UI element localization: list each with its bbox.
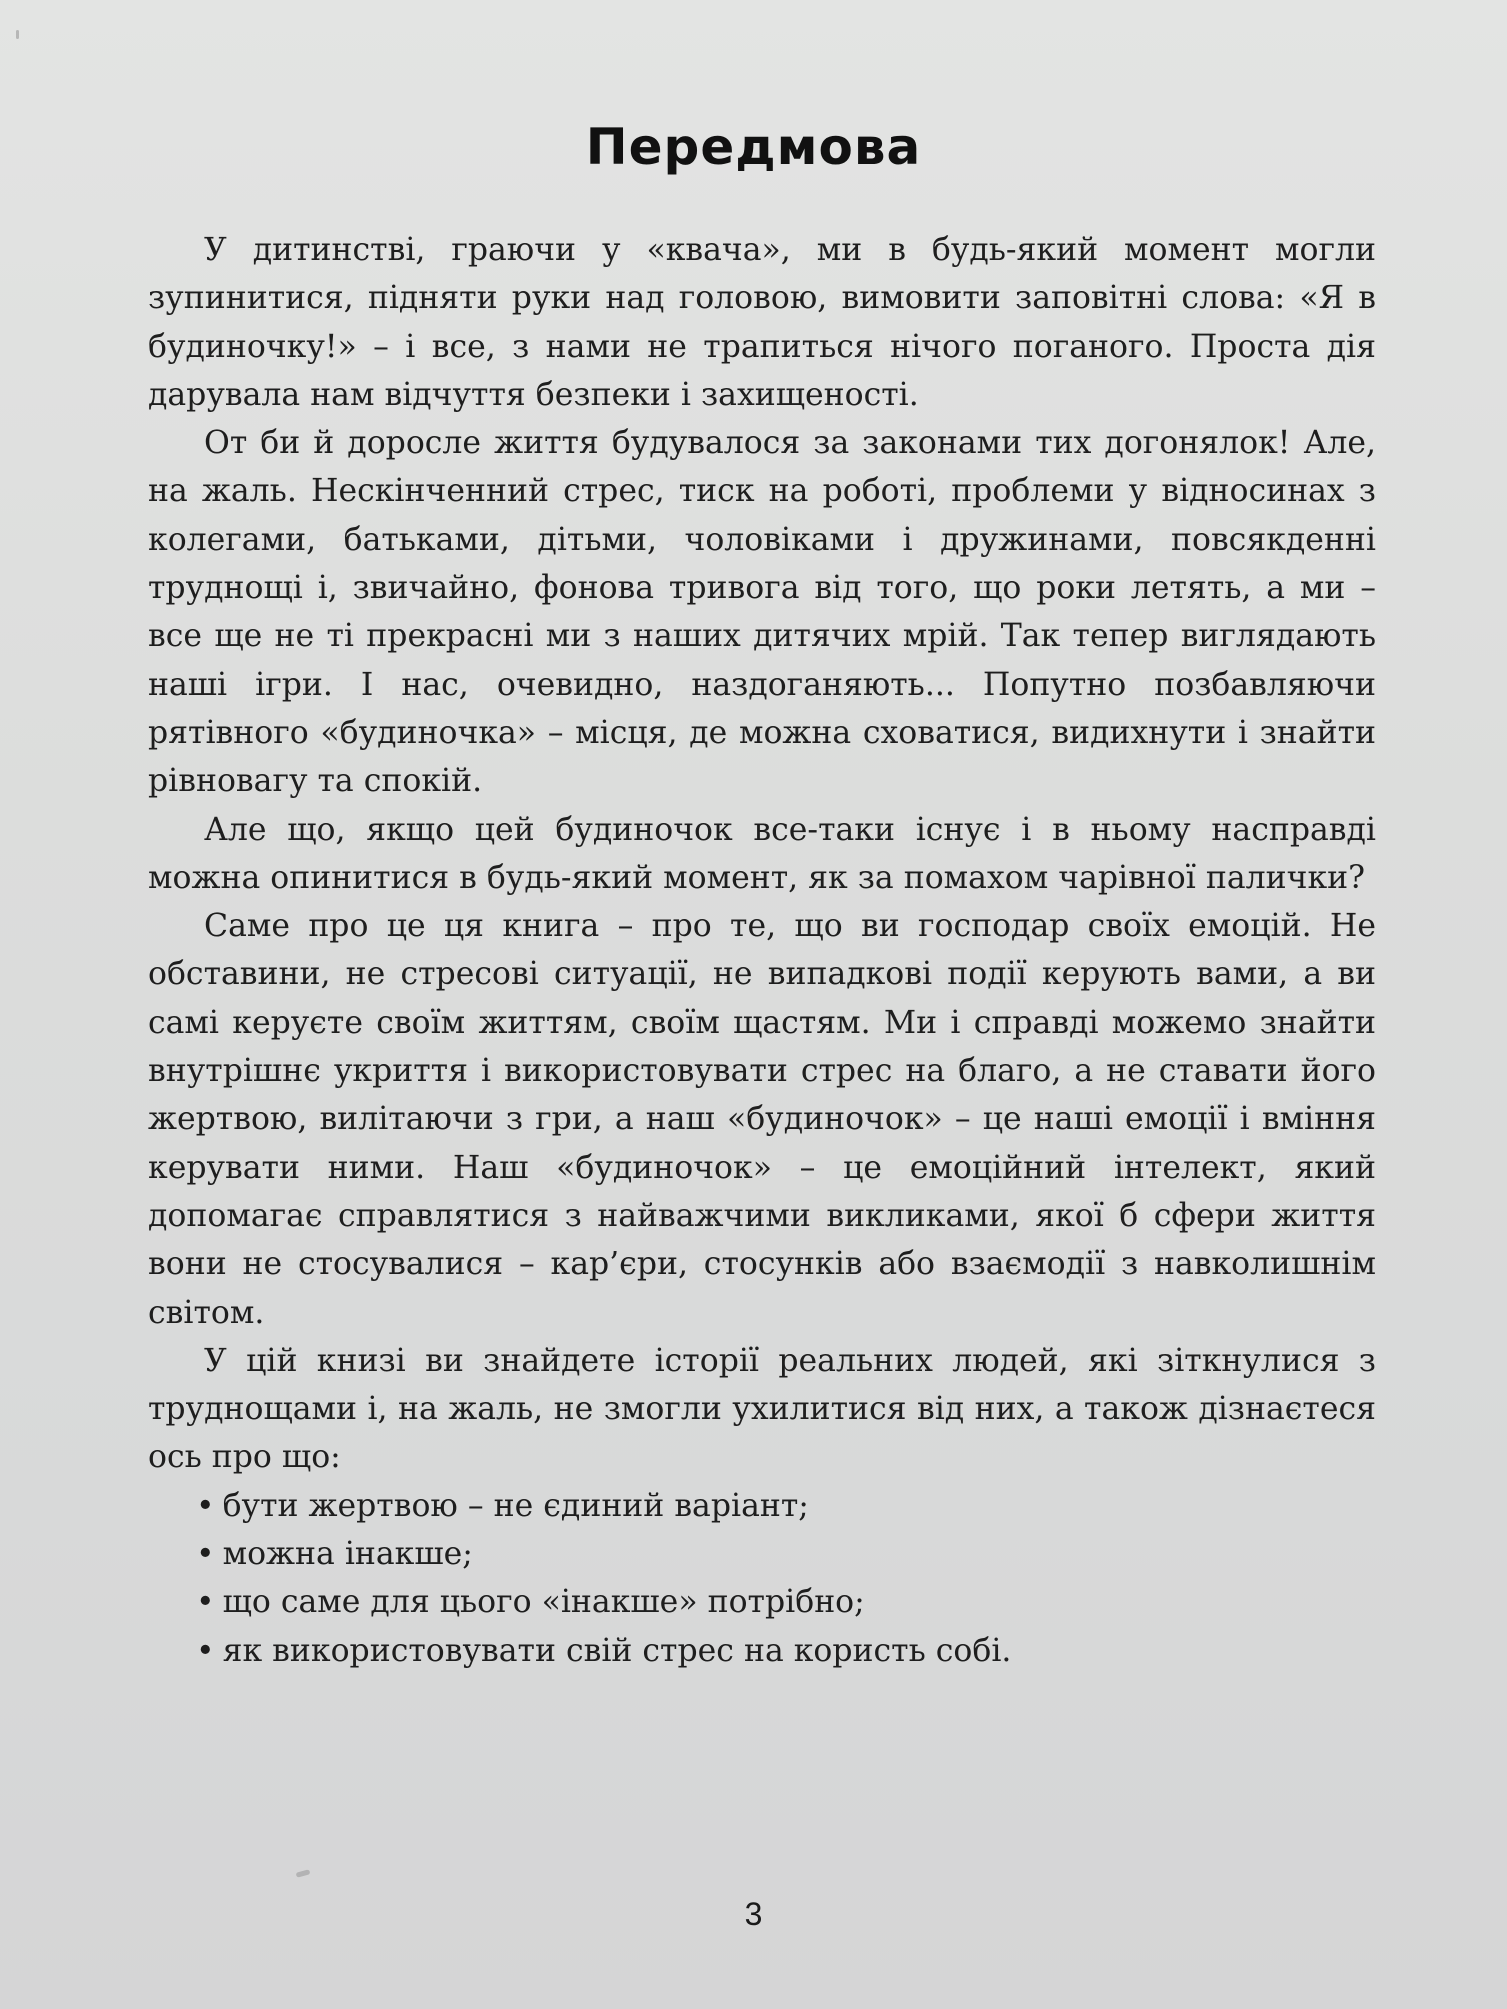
bullet-icon: • [196, 1487, 215, 1524]
paragraph-4: Саме про це ця книга – про те, що ви господар своїх емоцій. Не обставини, не стресові ситуації, не випадкові події керують вами, а ви самі керуєте своїм життям, своїм щастям. Ми і справді можемо знайти внутрішнє укриття і використовувати стрес на благо, а не ставати його жертвою, вилітаючи з гри, а наш «будиночок» – це наші емоції і вміння керувати ними. Наш «будиночок» – це емоційний інтелект, який допомагає справлятися з найважчими викликами, якої б сфери життя вони не стосувалися – кар’єри, стосунків або взаємодії з навколишнім світом. [148, 908, 1376, 1331]
bullet-list [148, 1482, 1376, 1675]
list-item [196, 1482, 1376, 1530]
paragraph-1: У дитинстві, граючи у «квача», ми в будь-який момент могли зупинитися, підняти руки над головою, вимовити заповітні слова: «Я в будиночку!» – і все, з нами не трапиться нічого поганого. Проста дія дарувала нам відчуття безпеки і захищеності. [148, 232, 1376, 413]
bullet-icon: • [196, 1536, 215, 1573]
list-item-text: що саме для цього «інакше» потрібно; [222, 1584, 865, 1621]
list-item-text: бути жертвою – не єдиний варіант; [222, 1487, 809, 1524]
page-number: 3 [744, 1896, 763, 1932]
scan-speck [296, 1869, 311, 1877]
body-text [148, 226, 1376, 1675]
list-item-text: можна інакше; [222, 1536, 473, 1573]
list-item [196, 1627, 1376, 1675]
paragraph-5: У цій книзі ви знайдете історії реальних людей, які зіткнулися з труднощами і, на жаль, не змогли ухилитися від них, а також дізнаєтеся ось про що: [148, 1342, 1376, 1476]
page-title: Передмова [585, 118, 922, 176]
list-item [196, 1530, 1376, 1578]
scan-speck [16, 30, 19, 39]
bullet-icon: • [196, 1632, 215, 1669]
paragraph-2: От би й доросле життя будувалося за законами тих догонялок! Але, на жаль. Нескінченний стрес, тиск на роботі, проблеми у відносинах з колегами, батьками, дітьми, чоловіками і дружинами, повсякденні труднощі і, звичайно, фонова тривога від того, що роки летять, а ми – все ще не ті прекрасні ми з наших дитячих мрій. Так тепер виглядають наші ігри. І нас, очевидно, наздоганяють... Попутно позбавляючи рятівного «будиночка» – місця, де можна сховатися, видихнути і знайти рівновагу та спокій. [148, 425, 1376, 800]
paragraph-3: Але що, якщо цей будиночок все-таки існує і в ньому насправді можна опинитися в будь-який момент, як за помахом чарівної палички? [148, 811, 1376, 896]
bullet-icon: • [196, 1584, 215, 1621]
list-item-text: як використовувати свій стрес на користь собі. [222, 1632, 1012, 1669]
list-item [196, 1578, 1376, 1626]
